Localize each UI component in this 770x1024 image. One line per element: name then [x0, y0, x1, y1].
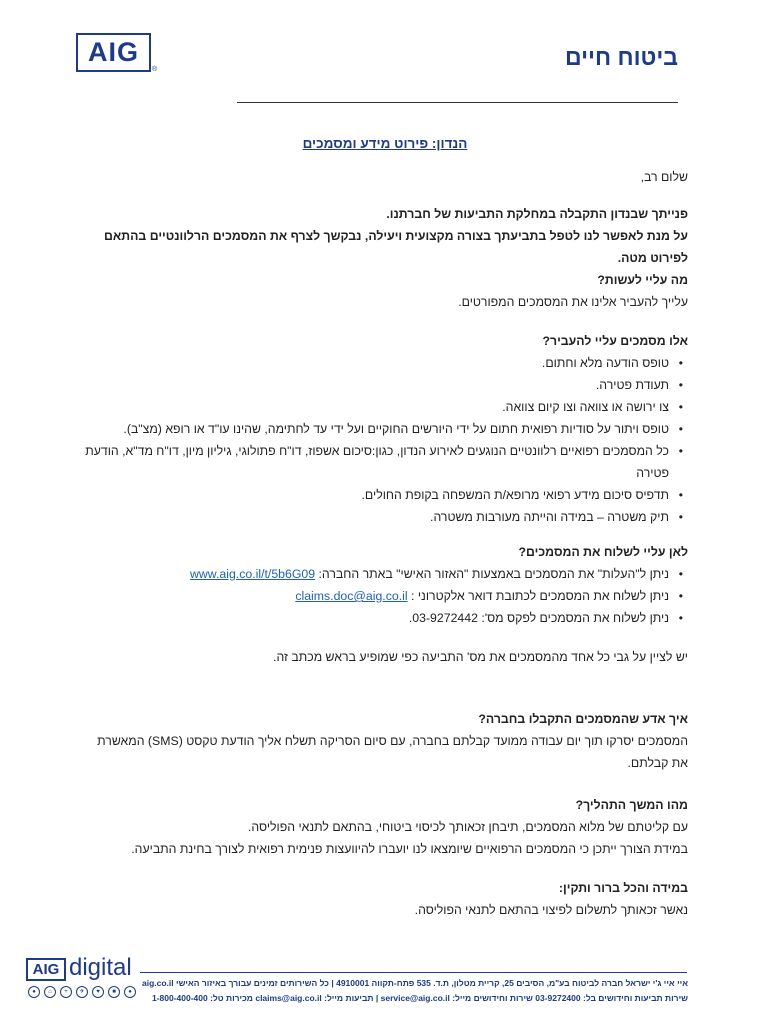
footer-divider [140, 972, 687, 973]
documents-list [78, 352, 688, 528]
list-item [78, 563, 669, 585]
list-item: • תדפיס סיכום מידע רפואי מרופא/ת המשפחה בקופת החולים. [78, 484, 669, 506]
list-item [78, 585, 669, 607]
list-item: • טופס ויתור על סודיות רפואית חתום על ידי היורשים החוקיים ועל ידי עד לחתימה, שהינו עו"ד או רופא (מצ"ב). [78, 418, 669, 440]
todo-heading: מה עליי לעשות? [597, 273, 688, 287]
registered-mark: ® [152, 66, 158, 73]
footer-address-line: איי איי ג'י ישראל חברה לביטוח בע"מ, הסיבים 25, קריית מטלון, ת.ד. 535 פתח-תקווה 4910001 | כל השירותים זמינים עבורך באיזור האישי aig.co.il [141, 978, 688, 988]
payment-text: נאשר זכאותך לתשלום לפיצוי בהתאם לתנאי הפוליסה. [414, 903, 688, 917]
payment-heading: במידה והכל ברור ותקין: [558, 881, 688, 895]
car-icon: ● [28, 986, 40, 998]
next-steps-section [78, 794, 688, 860]
claim-number-note: יש לציין על גבי כל אחד מהמסמכים את מס' התביעה כפי שמופיע בראש מכתב זה. [273, 650, 688, 664]
footer-digital-word: digital [69, 954, 132, 981]
payment-section [78, 877, 688, 921]
claims-email-link[interactable]: claims.doc@aig.co.il [295, 589, 408, 603]
personal-area-link[interactable]: www.aig.co.il/t/5b6G09 [190, 567, 316, 581]
next-steps-line-1: עם קליטתם של מלוא המסמכים, תיבחן זכאותך לכיסוי ביטוחי, בהתאם לתנאי הפוליסה. [247, 820, 688, 834]
next-steps-heading: מהו המשך התהליך? [575, 798, 688, 812]
document-title: ביטוח חיים [564, 44, 678, 70]
life-icon: ♥ [92, 986, 104, 998]
todo-text: עלייך להעביר אלינו את המסמכים המפורטים. [458, 295, 688, 309]
letter-intro [78, 166, 688, 313]
list-item: • צו ירושה או צוואה וצו קיום צוואה. [78, 396, 669, 418]
confirmation-section [78, 708, 688, 774]
footer-contact-line: שירות תביעות וחידושים בל: 03-9272400 שירות וחידושים מייל: service@aig.co.il | תביעות מייל: claims@aig.co.il מכירות טל: 1-800-400-400 [151, 993, 688, 1003]
send-options-list [78, 563, 688, 629]
list-item: • ניתן לשלוח את המסמכים לפקס מס': 03-9272442. [78, 607, 669, 629]
intro-line-2: על מנת לאפשר לנו לטפל בתביעתך בצורה מקצועית ויעילה, נבקשך לצרף את המסמכים הרלוונטיים בהתאם לפירוט מטה. [104, 229, 688, 265]
subject-line: הנדון: פירוט מידע ומסמכים [302, 136, 468, 151]
confirmation-text: המסמכים יסרקו תוך יום עבודה ממועד קבלתם בחברה, עם סיום הסריקה תשלח אליך הודעת טקסט (SMS) המאשרת את קבלתם. [97, 734, 688, 770]
list-item: • תיק משטרה – במידה והייתה מעורבות משטרה. [78, 506, 669, 528]
greeting: שלום רב, [640, 170, 688, 184]
upload-option-text: ניתן ל"העלות" את המסמכים באמצעות "האזור האישי" באתר החברה: [315, 567, 669, 581]
pet-icon: ● [124, 986, 136, 998]
travel-icon: ✈ [76, 986, 88, 998]
confirmation-heading: איך אדע שהמסמכים התקבלו בחברה? [478, 712, 688, 726]
send-section [78, 541, 688, 668]
next-steps-line-2: במידת הצורך ייתכן כי המסמכים הרפואיים שיומצאו לנו יועברו להיוועצות פנימית רפואית לצורך בחינת התביעה. [131, 842, 688, 856]
list-item: • כל המסמכים רפואיים רלוונטיים הנוגעים לאירוע הנדון, כגון:סיכום אשפוז, דו"ח פתולוגי, גיליון מיון, דו"ח מד"א, הודעת פטירה [78, 440, 669, 484]
intro-line-1: פנייתך שבנדון התקבלה במחלקת התביעות של חברתנו. [386, 207, 688, 221]
documents-heading: אלו מסמכים עליי להעביר? [542, 334, 688, 348]
home-icon: ⌂ [44, 986, 56, 998]
footer-icon-row [28, 986, 136, 998]
send-heading: לאן עליי לשלוח את המסמכים? [518, 545, 688, 559]
list-item: • טופס הודעה מלא וחתום. [78, 352, 669, 374]
email-option-text: ניתן לשלוח את המסמכים לכתובת דואר אלקטרוני : [407, 589, 669, 603]
documents-section [78, 330, 688, 528]
title-divider [237, 102, 678, 103]
footer-aig-logo: AIG [26, 958, 66, 981]
business-icon: ■ [108, 986, 120, 998]
list-item: • תעודת פטירה. [78, 374, 669, 396]
aig-logo: AIG [76, 33, 151, 72]
health-icon: + [60, 986, 72, 998]
